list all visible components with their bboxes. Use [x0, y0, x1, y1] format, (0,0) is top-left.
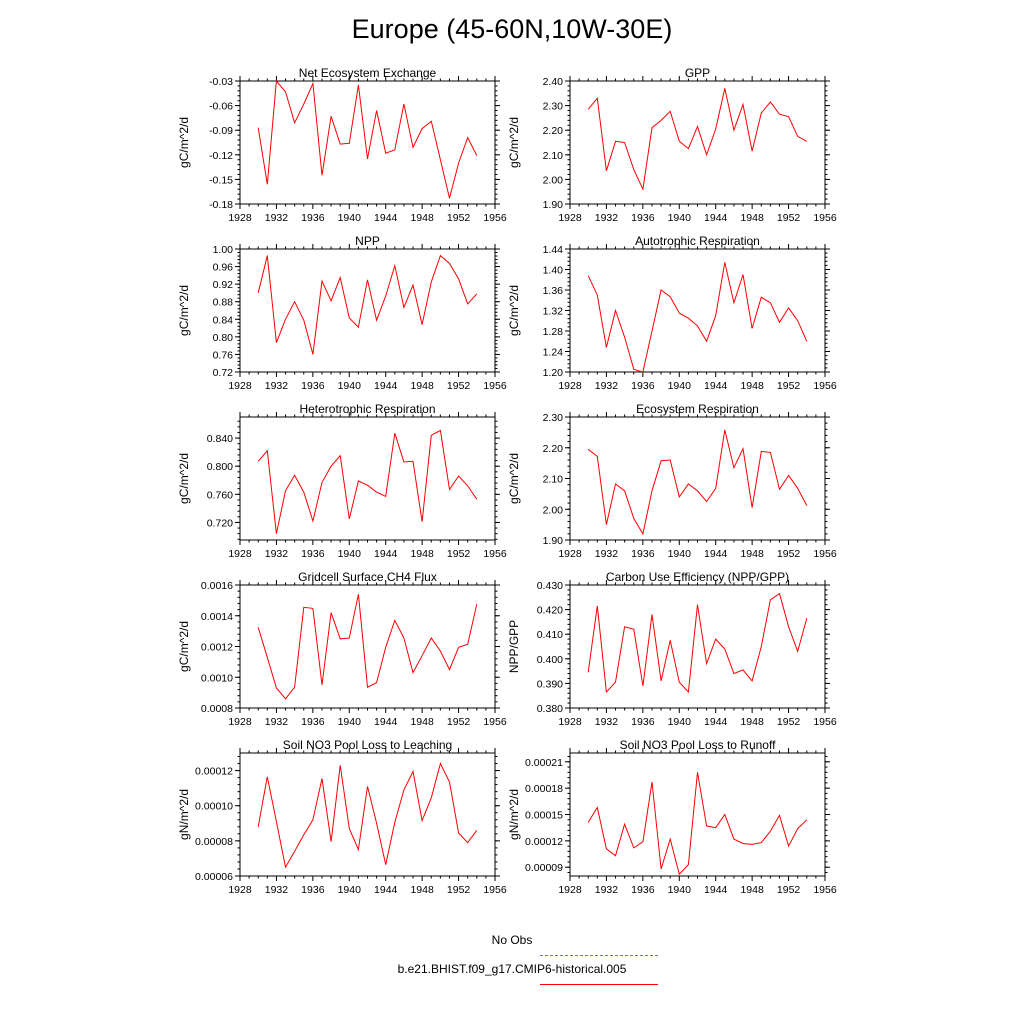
- x-tick-label: 1944: [704, 380, 728, 392]
- x-tick-label: 1952: [446, 548, 471, 560]
- legend-line-model: [540, 984, 658, 985]
- x-tick-label: 1944: [374, 212, 398, 224]
- x-tick-label: 1940: [667, 884, 691, 896]
- x-tick-label: 1932: [264, 716, 289, 728]
- y-tick-label: 0.00010: [195, 800, 233, 813]
- x-tick-label: 1940: [337, 884, 361, 896]
- x-tick-label: 1948: [740, 548, 764, 560]
- x-tick-label: 1952: [776, 548, 801, 560]
- y-axis-label: gC/m^2/d: [177, 453, 191, 504]
- y-axis-label: gC/m^2/d: [177, 285, 191, 336]
- x-tick-label: 1932: [264, 548, 289, 560]
- x-tick-label: 1956: [813, 548, 837, 560]
- chart-panel: [177, 738, 507, 896]
- y-tick-label: 0.80: [212, 331, 233, 344]
- x-tick-label: 1948: [410, 548, 434, 560]
- legend-line-obs: [540, 955, 658, 956]
- x-tick-label: 1936: [631, 548, 655, 560]
- y-tick-label: 2.30: [542, 100, 563, 113]
- x-tick-label: 1948: [740, 884, 764, 896]
- x-tick-label: 1940: [337, 548, 361, 560]
- chart-title: Soil NO3 Pool Loss to Leaching: [282, 738, 453, 752]
- y-axis-label: gC/m^2/d: [507, 117, 521, 168]
- x-tick-label: 1956: [813, 380, 837, 392]
- x-tick-label: 1932: [594, 380, 619, 392]
- chart-title: Ecosystem Respiration: [636, 402, 759, 416]
- series-line: [258, 430, 477, 533]
- chart-panel: [177, 570, 507, 728]
- y-tick-label: 1.90: [542, 199, 563, 211]
- x-tick-label: 1928: [228, 548, 252, 560]
- y-tick-label: -0.03: [209, 76, 233, 88]
- x-tick-label: 1952: [776, 212, 801, 224]
- x-tick-label: 1948: [410, 380, 434, 392]
- chart-panel: [177, 234, 507, 392]
- x-tick-label: 1956: [813, 212, 837, 224]
- y-tick-label: 0.800: [206, 461, 233, 474]
- y-tick-label: 1.36: [542, 285, 563, 297]
- x-tick-label: 1952: [776, 884, 801, 896]
- y-tick-label: 0.00015: [525, 809, 563, 822]
- x-tick-label: 1936: [631, 380, 655, 392]
- y-tick-label: 0.420: [536, 604, 563, 617]
- plot-frame: [240, 753, 495, 876]
- y-tick-label: 0.00012: [525, 835, 563, 848]
- x-tick-label: 1928: [558, 212, 582, 224]
- x-tick-label: 1944: [374, 884, 398, 896]
- y-tick-label: 0.840: [206, 433, 233, 446]
- x-tick-label: 1948: [410, 884, 434, 896]
- x-tick-label: 1928: [228, 716, 252, 728]
- x-tick-label: 1956: [483, 884, 507, 896]
- x-tick-label: 1932: [264, 884, 289, 896]
- y-tick-label: 1.20: [542, 367, 563, 379]
- x-tick-label: 1940: [667, 548, 691, 560]
- x-tick-label: 1944: [374, 380, 398, 392]
- x-tick-label: 1956: [483, 212, 507, 224]
- x-tick-label: 1936: [301, 716, 325, 728]
- y-tick-label: 0.720: [206, 517, 233, 530]
- y-tick-label: 2.30: [542, 412, 563, 424]
- x-tick-label: 1936: [631, 884, 655, 896]
- y-tick-label: -0.12: [209, 149, 233, 162]
- chart-panel: [507, 570, 837, 728]
- chart-title: Gridcell Surface CH4 Flux: [298, 570, 437, 584]
- x-tick-label: 1936: [301, 548, 325, 560]
- x-tick-label: 1944: [704, 716, 728, 728]
- chart-title: Autotrophic Respiration: [635, 234, 760, 248]
- chart-title: NPP: [355, 234, 380, 248]
- y-axis-label: gN/m^2/d: [177, 789, 191, 840]
- y-tick-label: 1.24: [542, 346, 563, 359]
- x-tick-label: 1956: [483, 548, 507, 560]
- y-tick-label: 0.0012: [200, 641, 233, 654]
- x-tick-label: 1932: [594, 884, 619, 896]
- y-tick-label: 2.20: [542, 442, 563, 455]
- x-tick-label: 1956: [813, 716, 837, 728]
- legend-label-model: b.e21.BHIST.f09_g17.CMIP6-historical.005: [397, 962, 627, 976]
- y-tick-label: 2.40: [542, 76, 563, 88]
- x-tick-label: 1928: [558, 380, 582, 392]
- page-title: Europe (45-60N,10W-30E): [351, 14, 673, 44]
- chart-title: GPP: [684, 66, 711, 80]
- y-axis-label: NPP/GPP: [507, 619, 521, 674]
- x-tick-label: 1944: [374, 716, 398, 728]
- x-tick-label: 1936: [631, 716, 655, 728]
- plot-frame: [240, 81, 495, 204]
- x-tick-label: 1940: [667, 212, 691, 224]
- y-tick-label: 1.28: [542, 326, 563, 338]
- y-tick-label: 0.410: [536, 629, 563, 642]
- x-tick-label: 1940: [667, 380, 691, 392]
- y-tick-label: 0.0014: [200, 610, 233, 623]
- series-line: [258, 594, 477, 699]
- y-tick-label: 0.00012: [195, 765, 233, 778]
- y-tick-label: 0.0016: [200, 580, 233, 592]
- y-tick-label: 1.90: [542, 535, 563, 547]
- y-tick-label: 0.88: [212, 296, 233, 309]
- y-tick-label: 2.00: [542, 174, 563, 187]
- y-axis-label: gN/m^2/d: [507, 789, 521, 840]
- x-tick-label: 1940: [337, 212, 361, 224]
- chart-title: Carbon Use Efficiency (NPP/GPP): [605, 570, 790, 584]
- y-tick-label: 0.00009: [525, 862, 563, 875]
- y-tick-label: 0.72: [212, 367, 233, 379]
- x-tick-label: 1940: [337, 380, 361, 392]
- x-tick-label: 1928: [558, 548, 582, 560]
- y-tick-label: -0.18: [209, 199, 233, 211]
- legend-label-obs: No Obs: [491, 933, 533, 947]
- x-tick-label: 1928: [558, 884, 582, 896]
- x-tick-label: 1952: [446, 380, 471, 392]
- y-tick-label: 0.430: [536, 580, 563, 592]
- y-tick-label: 0.84: [212, 314, 233, 327]
- chart-panel: [507, 402, 837, 560]
- y-tick-label: 2.00: [542, 504, 563, 517]
- y-tick-label: 0.00006: [195, 871, 233, 883]
- series-line: [258, 81, 477, 198]
- x-tick-label: 1948: [410, 212, 434, 224]
- series-line: [588, 772, 807, 874]
- y-tick-label: 0.00018: [525, 783, 563, 796]
- series-line: [588, 594, 807, 692]
- series-line: [258, 764, 477, 868]
- series-line: [588, 430, 807, 534]
- x-tick-label: 1936: [631, 212, 655, 224]
- x-tick-label: 1952: [776, 380, 801, 392]
- y-tick-label: 0.00008: [195, 835, 233, 848]
- y-tick-label: 2.10: [542, 473, 563, 486]
- x-tick-label: 1936: [301, 380, 325, 392]
- y-axis-label: gC/m^2/d: [507, 453, 521, 504]
- plot-frame: [240, 249, 495, 372]
- chart-title: Net Ecosystem Exchange: [298, 66, 437, 80]
- x-tick-label: 1952: [776, 716, 801, 728]
- chart-panel: [507, 234, 837, 392]
- x-tick-label: 1928: [228, 212, 252, 224]
- y-tick-label: 2.10: [542, 149, 563, 162]
- y-tick-label: 0.0008: [200, 703, 233, 715]
- chart-panel: [507, 66, 837, 224]
- series-line: [588, 262, 807, 372]
- x-tick-label: 1948: [740, 212, 764, 224]
- x-tick-label: 1952: [446, 716, 471, 728]
- y-axis-label: gC/m^2/d: [177, 117, 191, 168]
- x-tick-label: 1928: [228, 884, 252, 896]
- y-axis-label: gC/m^2/d: [177, 621, 191, 672]
- x-tick-label: 1932: [264, 380, 289, 392]
- y-tick-label: 1.00: [212, 244, 233, 256]
- y-tick-label: 0.760: [206, 489, 233, 502]
- x-tick-label: 1948: [740, 380, 764, 392]
- y-tick-label: 0.76: [212, 349, 233, 362]
- x-tick-label: 1944: [704, 548, 728, 560]
- x-tick-label: 1932: [594, 212, 619, 224]
- x-tick-label: 1944: [704, 212, 728, 224]
- y-tick-label: 0.0010: [200, 672, 233, 685]
- y-tick-label: 0.92: [212, 279, 233, 292]
- x-tick-label: 1956: [483, 716, 507, 728]
- x-tick-label: 1944: [704, 884, 728, 896]
- x-tick-label: 1956: [483, 380, 507, 392]
- x-tick-label: 1948: [740, 716, 764, 728]
- chart-panel: [177, 402, 507, 560]
- x-tick-label: 1940: [667, 716, 691, 728]
- x-tick-label: 1956: [813, 884, 837, 896]
- chart-title: Heterotrophic Respiration: [299, 402, 436, 416]
- x-tick-label: 1932: [594, 716, 619, 728]
- y-tick-label: 0.400: [536, 653, 563, 666]
- series-line: [258, 256, 477, 355]
- y-axis-label: gC/m^2/d: [507, 285, 521, 336]
- y-tick-label: 1.40: [542, 264, 563, 277]
- y-tick-label: 0.380: [536, 703, 563, 715]
- y-tick-label: 0.00021: [525, 756, 563, 769]
- y-tick-label: 0.390: [536, 678, 563, 691]
- chart-panel: [177, 66, 507, 224]
- x-tick-label: 1936: [301, 884, 325, 896]
- y-tick-label: 1.32: [542, 305, 563, 318]
- x-tick-label: 1936: [301, 212, 325, 224]
- y-tick-label: 2.20: [542, 125, 563, 138]
- x-tick-label: 1932: [594, 548, 619, 560]
- plot-frame: [570, 753, 825, 876]
- chart-title: Soil NO3 Pool Loss to Runoff: [619, 738, 776, 752]
- x-tick-label: 1952: [446, 212, 471, 224]
- x-tick-label: 1928: [558, 716, 582, 728]
- plot-frame: [570, 81, 825, 204]
- x-tick-label: 1928: [228, 380, 252, 392]
- y-tick-label: 0.96: [212, 261, 233, 274]
- x-tick-label: 1940: [337, 716, 361, 728]
- x-tick-label: 1944: [374, 548, 398, 560]
- x-tick-label: 1948: [410, 716, 434, 728]
- series-line: [588, 88, 807, 189]
- chart-panel: [507, 738, 837, 896]
- y-tick-label: -0.09: [209, 125, 233, 138]
- x-tick-label: 1932: [264, 212, 289, 224]
- y-tick-label: -0.06: [209, 100, 233, 113]
- y-tick-label: -0.15: [209, 174, 233, 187]
- x-tick-label: 1952: [446, 884, 471, 896]
- y-tick-label: 1.44: [542, 244, 563, 256]
